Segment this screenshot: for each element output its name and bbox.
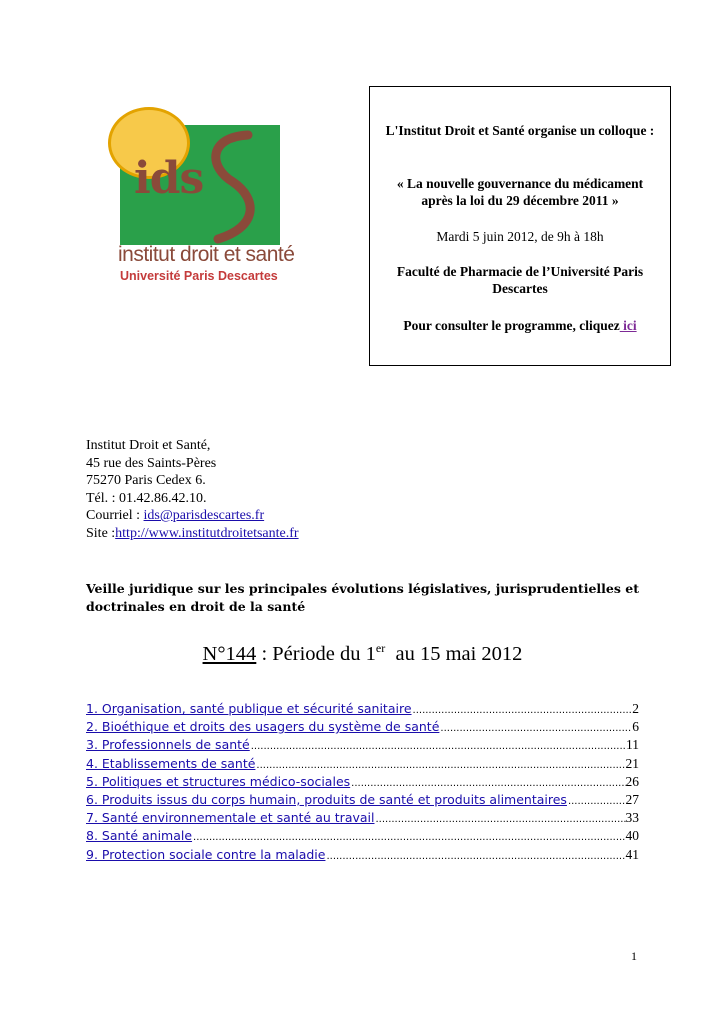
toc-entry[interactable] [86,756,639,774]
logo-university: Université Paris Descartes [120,269,278,283]
toc-entry-title[interactable]: 6. Produits issus du corps humain, produits de santé et produits alimentaires [86,791,567,807]
toc-entry[interactable] [86,701,639,719]
colloquium-announcement [369,86,671,366]
toc-entry-page: 2 [632,701,639,716]
address-street: 45 rue des Saints-Pères [86,455,217,471]
email-link[interactable]: ids@parisdescartes.fr [143,508,265,523]
logo-letters: ids [134,153,204,204]
toc-entry-title[interactable]: 9. Protection sociale contre la maladie [86,846,326,862]
toc-entry-page: 6 [632,719,639,735]
announcement-date: Mardi 5 juin 2012, de 9h à 18h [436,229,604,244]
toc-entry-page: 40 [625,828,639,844]
toc-entry[interactable] [86,828,639,846]
toc-entry-title[interactable]: 3. Professionnels de santé [86,737,250,753]
toc-entry-page: 21 [625,755,639,771]
toc-entry[interactable] [86,810,639,828]
issue-period-suffix: au 15 mai 2012 [385,642,523,665]
toc-entry[interactable] [86,719,639,737]
toc-entry-page: 41 [625,846,639,862]
page-number: 1 [631,949,637,963]
toc-leader [325,851,625,862]
table-of-contents [86,701,639,865]
toc-leader [412,705,633,716]
address-email-line [86,507,299,525]
announcement-place: Faculté de Pharmacie de l’Université Paris Descartes [396,264,644,296]
toc-entry[interactable] [86,792,639,810]
issue-period-prefix: : Période du 1 [256,642,376,665]
ids-logo [108,105,298,290]
toc-leader [250,741,626,752]
veille-heading: Veille juridique sur les principales évolutions législatives, jurisprudentielles et doctrinales en droit de la santé [86,581,639,614]
announcement-colloquium-title: « La nouvelle gouvernance du médicament après la loi du 29 décembre 2011 » [396,176,644,208]
toc-entry[interactable] [86,847,639,865]
toc-entry-title[interactable]: 7. Santé environnementale et santé au travail [86,810,375,826]
site-link[interactable]: http://www.institutdroitetsante.fr [115,525,299,541]
issue-title [0,641,725,666]
address-site-line [86,525,299,543]
address-phone: Tél. : 01.42.86.42.10. [86,490,207,506]
institute-address [86,437,299,542]
toc-entry-title[interactable]: 1. Organisation, santé publique et sécurité sanitaire [86,701,412,716]
toc-leader [439,723,632,734]
toc-leader [350,778,625,789]
logo-institute-name: institut droit et santé [118,243,295,266]
toc-entry-page: 33 [625,810,639,826]
toc-leader [192,832,625,843]
program-text: Pour consulter le programme, cliquez [403,318,620,333]
issue-period-sup: er [375,641,386,655]
address-name: Institut Droit et Santé, [86,438,211,453]
announcement-intro: L'Institut Droit et Santé organise un colloque : [385,123,655,138]
site-label: Site : [86,525,116,541]
toc-entry-page: 26 [625,773,639,789]
program-link[interactable]: ici [619,318,637,333]
announcement-program [380,317,660,334]
toc-entry-title[interactable]: 5. Politiques et structures médico-sociales [86,773,351,789]
toc-entry-title[interactable]: 2. Bioéthique et droits des usagers du système de santé [86,719,440,735]
toc-entry[interactable] [86,737,639,755]
toc-entry-page: 27 [625,791,639,807]
toc-entry-title[interactable]: 8. Santé animale [86,828,193,844]
address-city: 75270 Paris Cedex 6. [86,473,206,488]
toc-entry-page: 11 [626,737,639,753]
toc-leader [567,796,626,807]
issue-number: N°144 [202,642,257,665]
toc-entry[interactable] [86,774,639,792]
email-label: Courriel : [86,508,144,523]
toc-leader [374,814,625,825]
toc-leader [255,760,625,771]
toc-entry-title[interactable]: 4. Etablissements de santé [86,755,256,771]
